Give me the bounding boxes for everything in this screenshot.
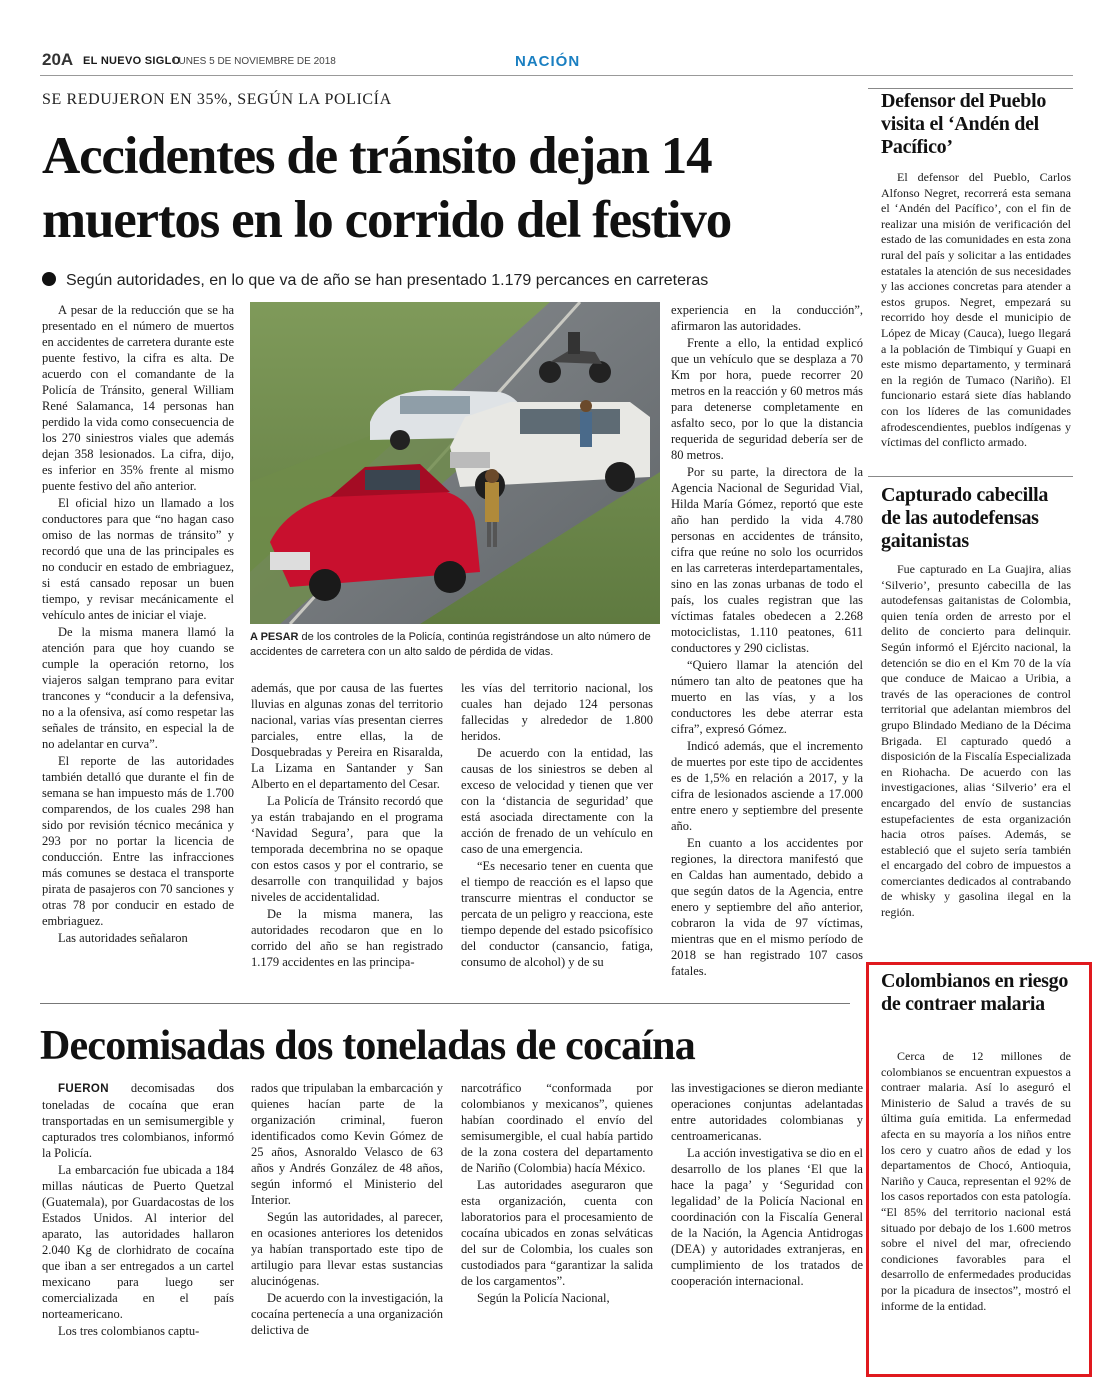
paragraph: las investigaciones se dieron mediante operaciones conjuntas adelantadas entre autoridades colombianas y centroamericanas. bbox=[671, 1081, 863, 1143]
accident-photo-illustration bbox=[250, 302, 660, 624]
paragraph: De la misma manera llamó la atención para que hoy cuando se cumple la operación retorno, los viajeros salgan temprano para evitar trancones y “conducir a la defensiva, no a la ofensiva, así como respetar las señales de tránsito, en especial la de no adelantar en curva”. bbox=[42, 625, 234, 751]
paragraph: Fue capturado en La Guajira, alias ‘Silverio’, presunto cabecilla de las autodefensas gaitanistas de Colombia, quien tenía orden de arresto por el delito de concierto para delinquir. Según informó el Ejército nacional, la detención se dio en el Km 70 de la vía que conduce de Maicao a Uribia, a través de las operaciones de control territorial que adelantan miembros del grupo Blindado Mediano de la Décima Brigada. El capturado quedó a disposición de la Fiscalía Especializada en Riohacha. De acuerdo con las investigaciones, alias ‘Silverio’ era el encargado del envío de sustancias estupefacientes de esta organización hacia otros países. Además, se estableció que el sujeto sería también el encargado del cobro de impuestos a comerciantes dedicados al contrabando de whisky y gasolina ilegal en la región. bbox=[881, 562, 1071, 920]
paragraph: El oficial hizo un llamado a los conductores para que “no hagan caso omiso de las normas de tránsito” y recordó que una de las principales es no conducir en estado de embriaguez, si está cansado reposar un buen tiempo, y revisar mecánicamente el vehículo antes de iniciar el viaje. bbox=[42, 496, 234, 622]
lead-kicker: SE REDUJERON EN 35%, SEGÚN LA POLICÍA bbox=[42, 91, 392, 108]
paragraph: De la misma manera, las autoridades recodaron que en lo corrido del año se han registrado 1.179 accidentes en las principa- bbox=[251, 907, 443, 969]
story2-headline: Decomisadas dos toneladas de cocaína bbox=[40, 1023, 695, 1069]
lead-column-3 bbox=[461, 680, 653, 992]
bullet-icon bbox=[42, 272, 56, 286]
paragraph: Según las autoridades, al parecer, en ocasiones anteriores los detenidos ya habían transportado este tipo de artilugio para llevar estas sustancias alucinógenas. bbox=[251, 1210, 443, 1288]
paragraph: “Es necesario tener en cuenta que el tiempo de reacción es el lapso que transcurre mientras el conductor se percata de un peligro y reacciona, este tiempo depende del estado psicofísico del conductor (cansancio, fatiga, consumo de alcohol) y de su bbox=[461, 859, 653, 969]
lead-subhead-text: Según autoridades, en lo que va de año se han presentado 1.179 percances en carreteras bbox=[66, 272, 709, 289]
paragraph: Las autoridades señalaron bbox=[58, 931, 188, 945]
paragraph: Cerca de 12 millones de colombianos se encuentran expuestos a contraer malaria. Así lo aseguró el Ministerio de Salud a través de su última guía emitida. La enfermedad afecta en su mayoría a los niños entre los cero y cuatro años de edad y los departamentos de Chocó, Antioquia, Nariño y Cauca, representan el 92% de los casos reportados con esta patología. “El 85% del territorio nacional está situado por debajo de los 1.600 metros sobre el nivel del mar, ofreciendo condiciones favorables para el desarrollo de enfermedades producidas por la picadura de insectos”, mostró el informe de la entidad. bbox=[881, 1049, 1071, 1313]
photo-caption bbox=[250, 630, 660, 660]
lead-column-4 bbox=[671, 302, 863, 992]
story-divider bbox=[40, 1003, 850, 1004]
sidebar-headline-capturado: Capturado cabecilla de las autodefensas gaitanistas bbox=[881, 484, 1049, 552]
paragraph: Por su parte, la directora de la Agencia Nacional de Seguridad Vial, Hilda María Gómez, reportó que este año han perdido la vida 4.780 personas en accidentes de tránsito, cifra que reúne no solo los ocurridos en las carreteras interdepartamentales, sino en las zonas urbanas de todo el país, los cuales registran que las víctimas fatales obedecen a 2.268 motociclistas, 1.110 peatones, 611 conductores y 290 ciclistas. bbox=[671, 465, 863, 655]
paragraph: Indicó además, que el incremento de muertes por este tipo de accidentes es de 1,5% en relación a 2017, y la cifra de lesionados asciende a 17.000 entre enero y septiembre del presente año. bbox=[671, 739, 863, 833]
page-number: 20A bbox=[42, 50, 74, 69]
caption-text: de los controles de la Policía, continúa registrándose un alto número de accidentes de carretera con un alto saldo de pérdida de vidas. bbox=[250, 631, 651, 658]
story2-column-1 bbox=[42, 1080, 234, 1380]
paragraph: La embarcación fue ubicada a 184 millas náuticas de Puerto Quetzal (Guatemala), por Guardacostas de los Estados Unidos. Al interior del aparato, las autoridades hallaron 2.040 Kg de clorhidrato de cocaína que iban a ser entregados a un cartel mexicano para luego ser comercializada en el país norteamericano. bbox=[42, 1163, 234, 1321]
caption-lead: A PESAR bbox=[250, 631, 299, 643]
paragraph: Las autoridades aseguraron que esta organización, cuenta con laboratorios para el procesamiento de cocaína ubicados en zonas selváticas del sur de Colombia, los cuales son custodiados para “garantizar la salida de los cargamentos”. bbox=[461, 1178, 653, 1288]
paragraph: En cuanto a los accidentes por regiones, la directora manifestó que en Caldas han aumentado, debido a que según datos de la Agencia, entre enero y septiembre del año anterior, cobraron la vida de 97 víctimas, mientras que en el mismo período de 2018 se han registrado 107 casos fatales. bbox=[671, 836, 863, 978]
paragraph: Frente a ello, la entidad explicó que un vehículo que se desplaza a 70 Km por hora, puede recorrer 20 metros en la reacción y 60 metros más para detenerse completamente en asfalto seco, por lo que la distancia requerida de seguridad debería ser de 80 metros. bbox=[671, 336, 863, 462]
paragraph: rados que tripulaban la embarcación y quienes hacían parte de la organización criminal, fueron identificados como Kevin Gómez de 25 años, Asnoraldo Velasco de 63 años y Andrés González de 48 años, según informó el Ministerio del Interior. bbox=[251, 1081, 443, 1207]
paragraph: además, que por causa de las fuertes lluvias en algunas zonas del territorio nacional, varias vías presentan cierres parciales, entre ellas, la de Dosquebradas y Pereira en Risaralda, La Lizama en Santander y San Alberto en el departamento del Cesar. bbox=[251, 681, 443, 791]
lead-in: FUERON bbox=[58, 1083, 109, 1095]
paragraph: A pesar de la reducción que se ha presentado en el número de muertos en accidentes de carretera durante este puente festivo, la cifra es alta. De acuerdo con el comandante de la Policía de Tránsito, general William René Salamanca, 14 personas han perdido la vida como consecuencia de los 270 siniestros viales que además dejan 358 lesionados. La cifra, dijo, es inferior en 35% frente al mismo puente festivo del año anterior. bbox=[42, 303, 234, 493]
lead-headline: Accidentes de tránsito dejan 14 muertos en lo corrido del festivo bbox=[42, 127, 731, 249]
lead-column-1 bbox=[42, 302, 234, 992]
paragraph: Los tres colombianos captu- bbox=[58, 1324, 200, 1338]
paragraph: les vías del territorio nacional, los cuales han dejado 124 personas fallecidas y alrededor de 1.800 heridos. bbox=[461, 681, 653, 743]
paragraph-text: decomisadas dos toneladas de cocaína que eran transportadas en un semisumergible y capturados tres colombianos, informó la Policía. bbox=[42, 1081, 234, 1160]
sidebar-headline-defensor: Defensor del Pueblo visita el ‘Andén del Pacífico’ bbox=[881, 90, 1047, 158]
sidebar-text-capturado bbox=[881, 562, 1071, 958]
sidebar-headline-malaria: Colombianos en riesgo de contraer malaria bbox=[881, 970, 1069, 1015]
paragraph: El defensor del Pueblo, Carlos Alfonso Negret, recorrerá esta semana el ‘Andén del Pacífico’, con el fin de realizar una misión de verificación del estado de las comunidades en esta zona rural del país y solicitar a las entidades estatales la atención de sus necesidades y las acciones concretas para atender a estos grupos. Negret, empezará su recorrido hoy desde el municipio de López de Micay (Cauca), luego llegará a la población de Timbiquí y Guapi en este mismo departamento, y terminará en la región de Tumaco (Nariño). El funcionario estará siete días hablando con los líderes de las comunidades afrodescendientes, pueblos indígenas y víctimas del conflicto armado. bbox=[881, 170, 1071, 450]
sidebar-rule bbox=[868, 476, 1073, 477]
paragraph: De acuerdo con la entidad, las causas de los siniestros se deben al exceso de velocidad y tienen que ver con la ‘distancia de seguridad’ que está asociada directamente con la acción de frenado de un vehículo en caso de una emergencia. bbox=[461, 746, 653, 856]
paragraph: narcotráfico “conformada por colombianos y mexicanos”, quienes habían coordinado el envío del semisumergible, el cual había partido de la zona costera del departamento de Nariño (Colombia) hacía México. bbox=[461, 1081, 653, 1175]
header-rule bbox=[40, 75, 1073, 76]
section-label: NACIÓN bbox=[515, 53, 581, 70]
paragraph: La Policía de Tránsito recordó que ya están trabajando en el programa ‘Navidad Segura’, para que la temporada decembrina no se opaque con estos casos y por el contrario, se desarrolle con tranquilidad y bajos niveles de accidentalidad. bbox=[251, 794, 443, 904]
paragraph: El reporte de las autoridades también detalló que durante el fin de semana se han impuesto más de 1.700 comparendos, de los cuales 298 han sido por revisión técnico mecánica y 293 por no portar la licencia de conducción. Entre las infracciones más comunes se destaca el transporte pirata de pasajeros con 70 sanciones y otras 78 por conducir en estado de embriaguez. bbox=[42, 754, 234, 928]
lead-subhead bbox=[42, 272, 708, 290]
newspaper-name: EL NUEVO SIGLO bbox=[83, 55, 181, 67]
sidebar-text-defensor bbox=[881, 170, 1071, 470]
sidebar-text-malaria bbox=[881, 1049, 1071, 1369]
story2-column-2 bbox=[251, 1080, 443, 1380]
story2-column-4 bbox=[671, 1080, 863, 1380]
accident-photo bbox=[250, 302, 660, 624]
paragraph bbox=[42, 1080, 234, 1161]
paragraph: Según la Policía Nacional, bbox=[477, 1291, 610, 1305]
lead-column-2 bbox=[251, 680, 443, 992]
paragraph: “Quiero llamar la atención del número tan alto de peatones que ha muerto en las vías, y a los conductores les debe aterrar esta cifra”, expresó Gómez. bbox=[671, 658, 863, 736]
paragraph: La acción investigativa se dio en el desarrollo de los planes ‘El que la hace la paga’ y ‘Seguridad con legalidad’ de la Policía Nacional en coordinación con la Fiscalía General de la Nación, la Agencia Antidrogas (DEA) y autoridades extranjeras, en cumplimiento de los tratados de cooperación internacional. bbox=[671, 1146, 863, 1288]
sidebar-rule bbox=[868, 88, 1073, 89]
paragraph: De acuerdo con la investigación, la cocaína pertenecía a una organización delictiva de bbox=[251, 1291, 443, 1337]
dateline: LUNES 5 DE NOVIEMBRE DE 2018 bbox=[173, 56, 336, 67]
paragraph: experiencia en la conducción”, afirmaron las autoridades. bbox=[671, 303, 863, 333]
story2-column-3 bbox=[461, 1080, 653, 1380]
